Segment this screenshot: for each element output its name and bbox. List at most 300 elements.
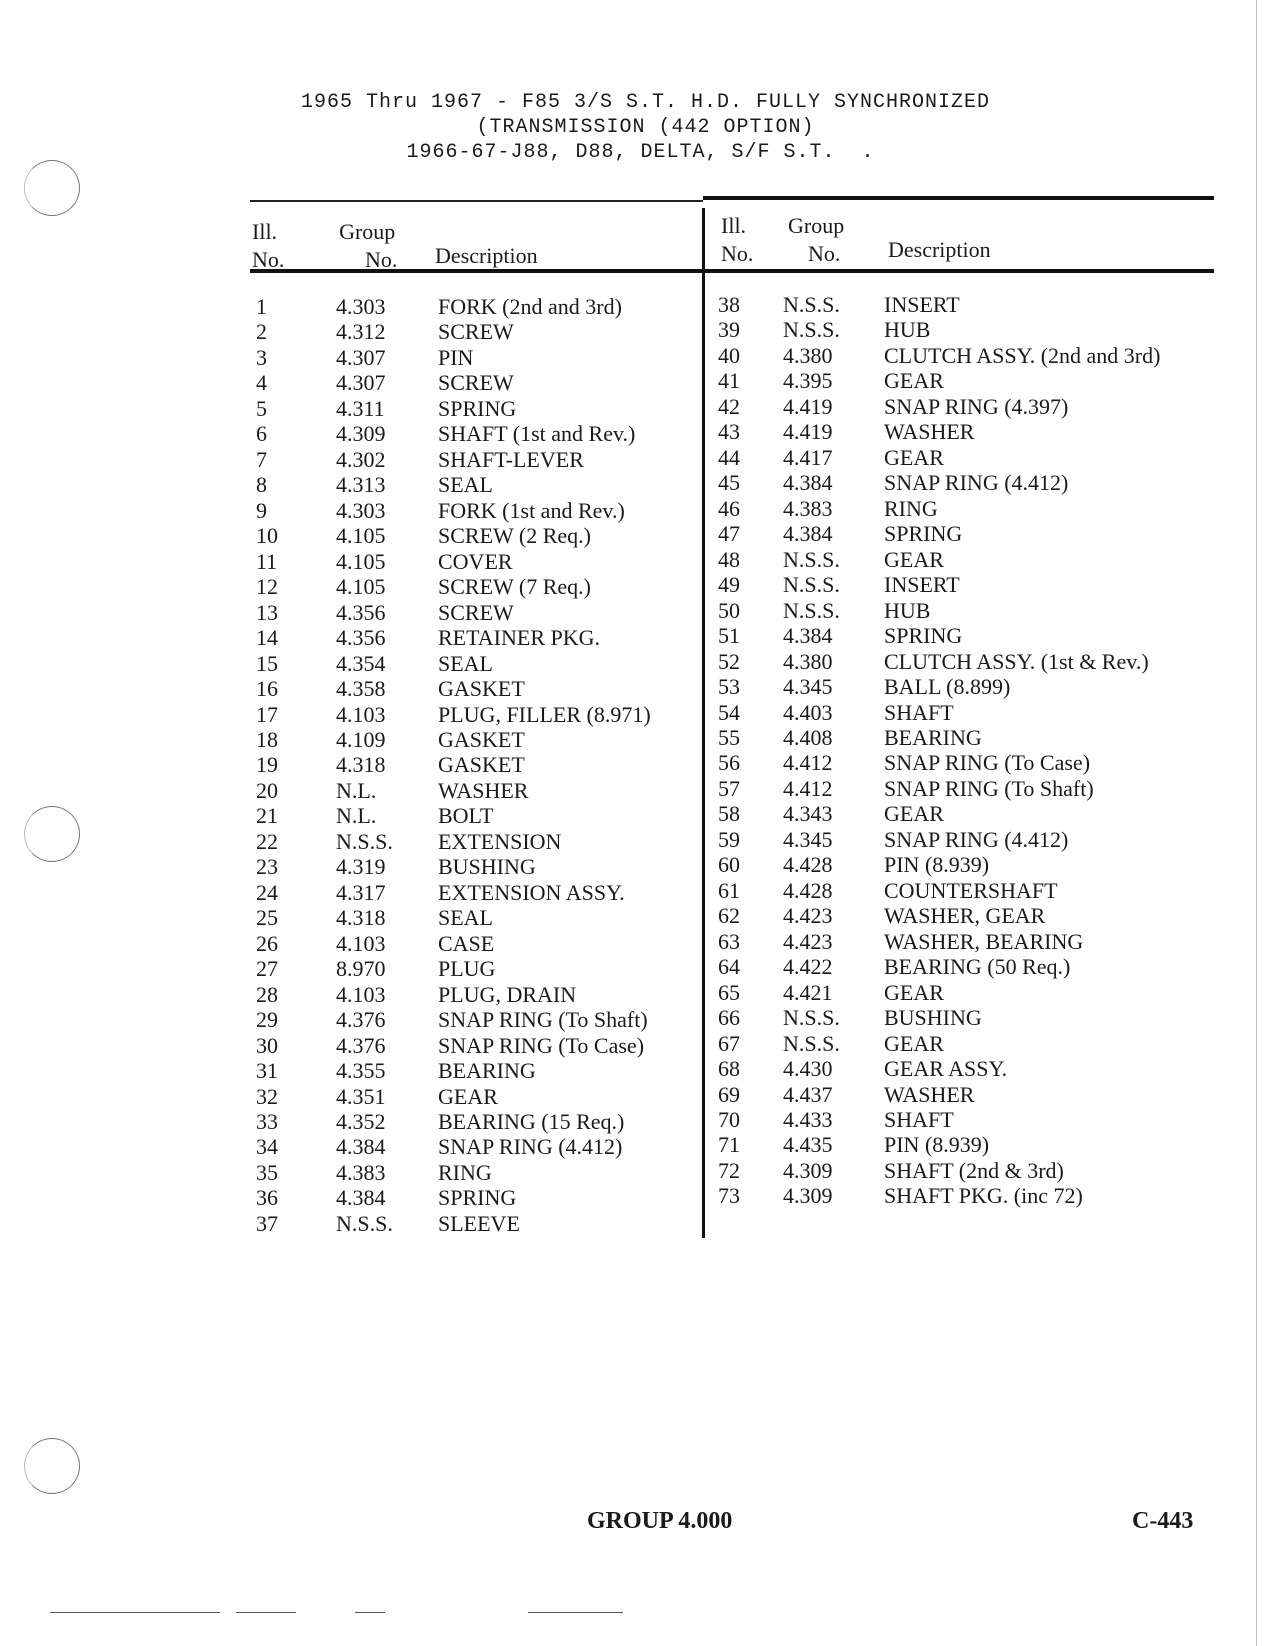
part-ill-no: 36 [256,1185,278,1211]
table-top-rule-right [703,196,1214,200]
part-group-no: 8.970 [336,956,386,982]
part-ill-no: 15 [256,650,278,676]
title-line-1: 1965 Thru 1967 - F85 3/S S.T. H.D. FULLY SYNCHRONIZED [300,91,991,114]
part-description: FORK (1st and Rev.) [438,497,625,523]
table-row [256,880,701,905]
left-header-description: Description [435,243,538,268]
table-row [718,1132,1238,1157]
part-ill-no: 49 [718,572,740,598]
part-description: GASKET [438,752,525,778]
table-row [718,725,1238,750]
table-row [718,954,1238,979]
bottom-scan-mark [355,1612,385,1613]
table-row [718,572,1238,597]
part-description: SCREW [438,370,514,396]
part-group-no: 4.380 [783,342,833,368]
right-parts-list [718,292,1238,1209]
part-description: RING [884,495,938,521]
part-description: WASHER, BEARING [884,928,1084,954]
part-description: SEAL [438,905,493,931]
part-ill-no: 58 [718,801,740,827]
table-top-rule-left [250,200,703,202]
part-ill-no: 56 [718,750,740,776]
part-group-no: 4.433 [783,1107,833,1132]
table-row [718,470,1238,495]
table-row [256,600,701,625]
part-group-no: N.S.S. [783,1030,840,1056]
part-group-no: 4.343 [783,801,833,827]
part-description: GEAR [884,801,944,827]
part-group-no: 4.302 [336,446,386,472]
part-ill-no: 24 [256,879,278,905]
part-description: BEARING [884,724,982,750]
part-group-no: 4.419 [783,419,833,445]
part-ill-no: 42 [718,393,740,419]
part-description: SNAP RING (4.397) [884,393,1069,419]
part-ill-no: 16 [256,676,278,702]
part-group-no: 4.309 [783,1157,833,1183]
table-row [256,905,701,930]
table-row [718,1158,1238,1183]
part-ill-no: 55 [718,724,740,750]
part-ill-no: 19 [256,752,278,778]
part-group-no: 4.437 [783,1081,833,1107]
title-line-2: (TRANSMISSION (442 OPTION) [476,116,815,139]
part-description: GASKET [438,726,525,752]
part-group-no: 4.384 [336,1134,386,1160]
punch-hole-bottom [24,1438,80,1494]
part-group-no: N.S.S. [336,828,393,854]
right-header-ill-top: Ill. [721,213,747,238]
part-group-no: 4.309 [336,421,386,447]
table-row [256,345,701,370]
table-row [256,829,701,854]
table-row [256,854,701,879]
part-ill-no: 64 [718,954,740,980]
part-description: EXTENSION ASSY. [438,879,625,905]
table-row [718,394,1238,419]
part-group-no: 4.105 [336,574,386,600]
part-group-no: 4.354 [336,650,386,676]
part-group-no: N.L. [336,803,377,829]
part-description: HUB [884,317,931,343]
punch-hole-middle [24,806,80,862]
part-ill-no: 14 [256,625,278,651]
part-group-no: N.S.S. [336,1210,393,1236]
part-description: SPRING [884,623,963,649]
footer-group-label: GROUP 4.000 [587,1508,733,1534]
part-group-no: 4.384 [783,470,833,496]
table-row [256,1007,701,1032]
table-row [256,447,701,472]
part-group-no: 4.384 [783,521,833,547]
table-row [256,574,701,599]
part-description: GEAR [884,444,944,470]
part-description: SNAP RING (To Shaft) [438,1007,648,1033]
part-ill-no: 29 [256,1007,278,1033]
page-edge-line [1256,0,1257,1646]
part-group-no: 4.103 [336,930,386,956]
table-row [256,1109,701,1134]
part-description: SCREW [438,319,514,345]
table-row [256,1033,701,1058]
part-ill-no: 11 [256,548,278,574]
part-group-no: N.S.S. [783,292,840,317]
part-group-no: 4.318 [336,905,386,931]
part-description: SCREW [438,599,514,625]
part-description: SHAFT (1st and Rev.) [438,421,636,447]
part-group-no: 4.311 [336,395,385,421]
table-row [256,1134,701,1159]
part-description: BOLT [438,803,494,829]
part-group-no: 4.105 [336,548,386,574]
part-description: SNAP RING (4.412) [438,1134,623,1160]
part-ill-no: 46 [718,495,740,521]
part-group-no: 4.319 [336,854,386,880]
part-ill-no: 30 [256,1032,278,1058]
table-row [718,445,1238,470]
table-row [256,956,701,981]
part-ill-no: 4 [256,370,267,396]
part-group-no: 4.356 [336,625,386,651]
part-ill-no: 35 [256,1159,278,1185]
part-group-no: 4.358 [336,676,386,702]
title-line-3: 1966-67-J88, D88, DELTA, S/F S.T. . [406,141,875,164]
part-ill-no: 20 [256,777,278,803]
table-row [718,1082,1238,1107]
part-group-no: 4.313 [336,472,386,498]
part-ill-no: 2 [256,319,267,345]
part-group-no: 4.422 [783,954,833,980]
part-ill-no: 22 [256,828,278,854]
part-ill-no: 40 [718,342,740,368]
table-row [256,549,701,574]
table-row [718,547,1238,572]
part-description: SCREW (2 Req.) [438,523,591,549]
part-description: CASE [438,930,495,956]
part-ill-no: 52 [718,648,740,674]
part-ill-no: 70 [718,1107,740,1132]
part-group-no: 4.309 [783,1183,833,1209]
table-row [718,419,1238,444]
part-description: WASHER [438,777,529,803]
column-divider [702,208,705,1238]
table-row [256,778,701,803]
part-ill-no: 27 [256,956,278,982]
table-row [718,852,1238,877]
part-ill-no: 28 [256,981,278,1007]
part-ill-no: 53 [718,674,740,700]
part-ill-no: 57 [718,775,740,801]
part-group-no: 4.307 [336,370,386,396]
part-ill-no: 9 [256,497,267,523]
part-description: SHAFT [884,1107,954,1132]
part-ill-no: 13 [256,599,278,625]
page-title [0,90,1271,165]
part-description: PIN (8.939) [884,852,990,878]
part-group-no: 4.355 [336,1058,386,1084]
part-description: GEAR [884,546,944,572]
table-row [256,676,701,701]
part-description: SNAP RING (4.412) [884,470,1069,496]
left-header-ill [252,218,284,274]
part-group-no: 4.109 [336,726,386,752]
part-ill-no: 18 [256,726,278,752]
table-row [256,931,701,956]
part-ill-no: 48 [718,546,740,572]
table-row [718,598,1238,623]
part-group-no: N.S.S. [783,546,840,572]
table-row [256,803,701,828]
left-header-group-bottom: No. [365,247,398,272]
part-group-no: 4.428 [783,852,833,878]
part-ill-no: 50 [718,597,740,623]
part-description: RETAINER PKG. [438,625,601,651]
part-description: RING [438,1159,492,1185]
part-description: GEAR [884,979,944,1005]
part-group-no: 4.384 [336,1185,386,1211]
left-header-group-top: Group [339,219,396,244]
part-description: EXTENSION [438,828,562,854]
part-description: GASKET [438,676,525,702]
table-row [718,1183,1238,1208]
table-row [256,370,701,395]
part-description: WASHER [884,419,975,445]
table-row [718,776,1238,801]
right-header-group-top: Group [788,213,845,238]
table-row [718,878,1238,903]
table-row [256,625,701,650]
part-description: SEAL [438,650,493,676]
part-group-no: 4.384 [783,623,833,649]
table-row [718,929,1238,954]
table-row [256,472,701,497]
part-group-no: N.S.S. [783,1005,840,1031]
table-row [718,496,1238,521]
part-ill-no: 68 [718,1056,740,1082]
part-group-no: 4.303 [336,497,386,523]
part-ill-no: 59 [718,826,740,852]
part-description: GEAR [884,1030,944,1056]
right-header-description: Description [888,237,991,262]
part-ill-no: 1 [256,294,267,319]
part-group-no: 4.417 [783,444,833,470]
part-group-no: 4.103 [336,981,386,1007]
part-ill-no: 26 [256,930,278,956]
part-group-no: 4.376 [336,1032,386,1058]
part-group-no: 4.317 [336,879,386,905]
part-description: CLUTCH ASSY. (1st & Rev.) [884,648,1149,674]
part-description: GEAR [884,368,944,394]
punch-hole-top [24,160,80,216]
part-description: HUB [884,597,931,623]
part-ill-no: 33 [256,1109,278,1134]
bottom-scan-mark [50,1612,220,1613]
table-row [718,649,1238,674]
part-ill-no: 34 [256,1134,278,1160]
part-ill-no: 66 [718,1005,740,1031]
part-group-no: 4.356 [336,599,386,625]
part-group-no: 4.345 [783,674,833,700]
table-row [718,292,1238,317]
footer-page-number: C-443 [1132,1508,1194,1534]
part-description: GEAR ASSY. [884,1056,1008,1082]
bottom-scan-mark [236,1612,296,1613]
right-header-group-bottom: No. [808,241,841,266]
part-group-no: 4.430 [783,1056,833,1082]
table-row [256,752,701,777]
part-ill-no: 60 [718,852,740,878]
part-group-no: 4.318 [336,752,386,778]
left-header-ill-bottom: No. [252,247,285,272]
table-row [256,1058,701,1083]
table-row [718,827,1238,852]
part-ill-no: 7 [256,446,267,472]
part-group-no: 4.351 [336,1083,386,1109]
part-description: SLEEVE [438,1210,520,1236]
table-row [256,294,701,319]
right-header-group [788,212,844,268]
part-group-no: 4.419 [783,393,833,419]
part-ill-no: 17 [256,701,278,727]
table-row [256,651,701,676]
part-group-no: 4.423 [783,928,833,954]
table-row [256,421,701,446]
part-ill-no: 37 [256,1210,278,1236]
part-description: PLUG, FILLER (8.971) [438,701,651,727]
part-ill-no: 25 [256,905,278,931]
part-description: SNAP RING (To Shaft) [884,775,1094,801]
right-header-ill-bottom: No. [721,241,754,266]
part-group-no: 4.403 [783,699,833,725]
part-ill-no: 71 [718,1132,740,1158]
part-ill-no: 47 [718,521,740,547]
part-description: SPRING [438,1185,517,1211]
part-group-no: 4.312 [336,319,386,345]
part-ill-no: 6 [256,421,267,447]
part-group-no: 4.383 [783,495,833,521]
table-row [718,980,1238,1005]
left-parts-list [256,294,701,1236]
part-description: SPRING [884,521,963,547]
part-ill-no: 32 [256,1083,278,1109]
table-row [718,1031,1238,1056]
part-description: BEARING [438,1058,536,1084]
part-description: INSERT [884,572,960,598]
table-row [718,801,1238,826]
part-ill-no: 45 [718,470,740,496]
part-ill-no: 3 [256,344,267,370]
part-description: COVER [438,548,513,574]
part-ill-no: 39 [718,317,740,343]
part-group-no: N.S.S. [783,597,840,623]
part-group-no: 4.412 [783,775,833,801]
part-description: WASHER [884,1081,975,1107]
part-ill-no: 23 [256,854,278,880]
part-group-no: 4.383 [336,1159,386,1185]
part-ill-no: 8 [256,472,267,498]
table-row [256,1211,701,1236]
part-description: WASHER, GEAR [884,903,1046,929]
part-description: BEARING (15 Req.) [438,1109,625,1134]
part-description: SPRING [438,395,517,421]
part-description: SCREW (7 Req.) [438,574,591,600]
right-header-ill [721,212,753,268]
part-ill-no: 31 [256,1058,278,1084]
table-row [718,674,1238,699]
table-row [256,727,701,752]
bottom-scan-mark [528,1612,623,1613]
part-description: SNAP RING (To Case) [438,1032,645,1058]
table-row [718,1107,1238,1132]
table-row [718,903,1238,928]
table-row [718,750,1238,775]
part-description: CLUTCH ASSY. (2nd and 3rd) [884,342,1161,368]
part-description: BUSHING [438,854,536,880]
table-row [256,319,701,344]
table-row [718,521,1238,546]
part-group-no: 4.345 [783,826,833,852]
part-group-no: 4.428 [783,877,833,903]
part-ill-no: 65 [718,979,740,1005]
part-ill-no: 63 [718,928,740,954]
part-description: SHAFT PKG. (inc 72) [884,1183,1083,1209]
part-group-no: 4.303 [336,294,386,319]
part-description: SHAFT-LEVER [438,446,584,472]
table-row [718,1056,1238,1081]
part-description: SEAL [438,472,493,498]
part-group-no: N.L. [336,777,377,803]
part-ill-no: 41 [718,368,740,394]
table-row [718,623,1238,648]
part-group-no: 4.380 [783,648,833,674]
part-description: PIN [438,344,474,370]
part-group-no: N.S.S. [783,572,840,598]
table-row [718,700,1238,725]
part-group-no: 4.412 [783,750,833,776]
part-description: INSERT [884,292,960,317]
part-ill-no: 43 [718,419,740,445]
part-group-no: 4.435 [783,1132,833,1158]
part-ill-no: 72 [718,1157,740,1183]
table-row [718,343,1238,368]
part-group-no: 4.421 [783,979,833,1005]
part-ill-no: 5 [256,395,267,421]
part-ill-no: 73 [718,1183,740,1209]
table-row [256,702,701,727]
part-group-no: 4.105 [336,523,386,549]
part-group-no: 4.376 [336,1007,386,1033]
table-row [256,1160,701,1185]
table-row [256,498,701,523]
part-description: SNAP RING (To Case) [884,750,1091,776]
part-ill-no: 51 [718,623,740,649]
table-row [256,982,701,1007]
part-ill-no: 44 [718,444,740,470]
table-row [256,523,701,548]
part-group-no: N.S.S. [783,317,840,343]
part-ill-no: 10 [256,523,278,549]
part-description: SHAFT (2nd & 3rd) [884,1157,1064,1183]
part-group-no: 4.103 [336,701,386,727]
part-ill-no: 62 [718,903,740,929]
table-row [718,368,1238,393]
left-header-ill-top: Ill. [252,219,278,244]
part-ill-no: 69 [718,1081,740,1107]
part-description: PLUG [438,956,496,982]
part-group-no: 4.307 [336,344,386,370]
table-row [718,1005,1238,1030]
